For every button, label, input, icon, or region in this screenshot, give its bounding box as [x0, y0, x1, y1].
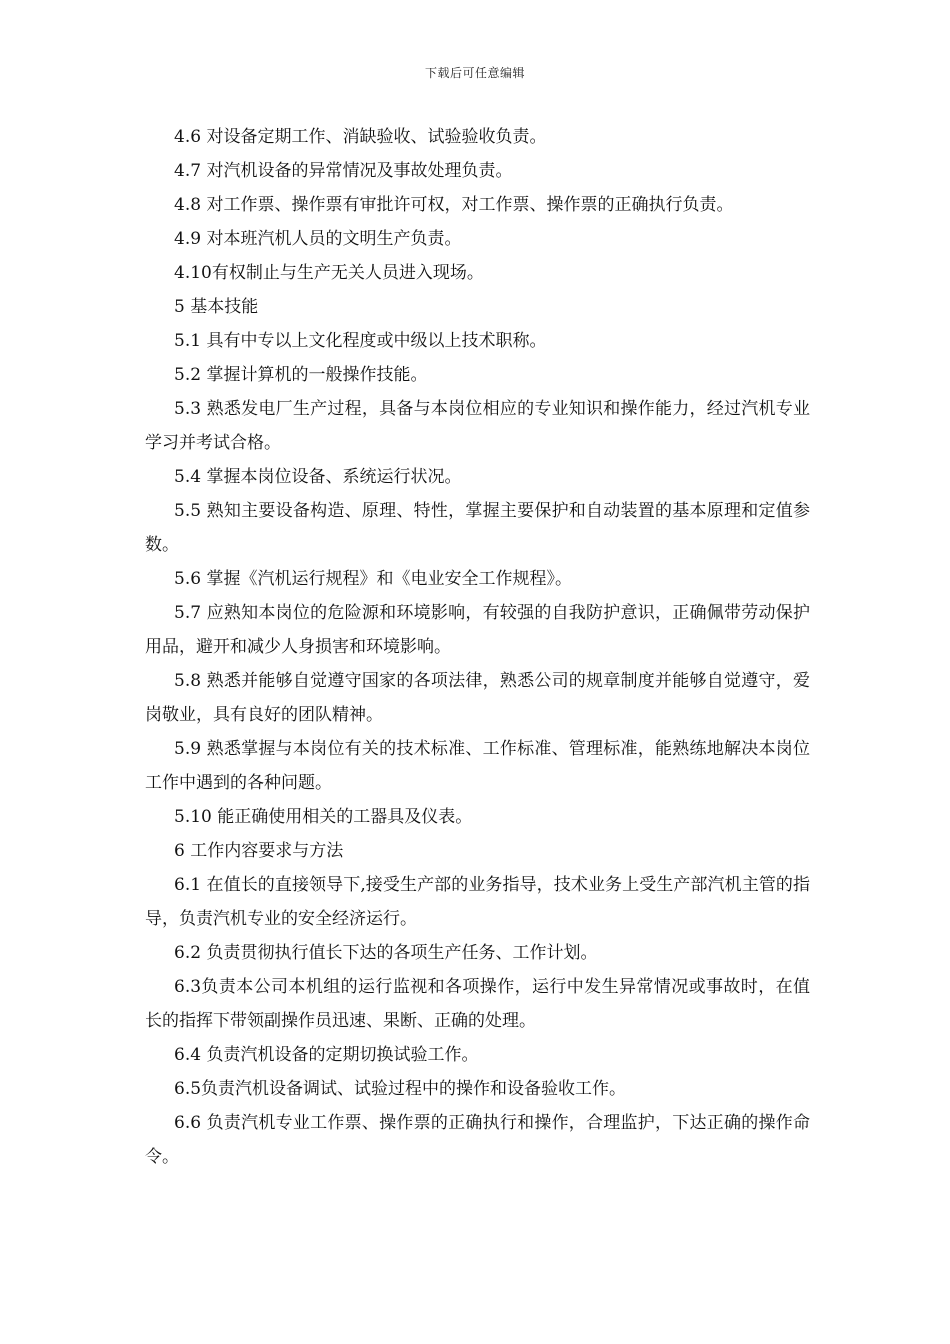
paragraph-6-6: 6.6 负责汽机专业工作票、操作票的正确执行和操作，合理监护，下达正确的操作命令。	[145, 1113, 810, 1167]
paragraph-5-9: 5.9 熟悉掌握与本岗位有关的技术标准、工作标准、管理标准，能熟练地解决本岗位工作中遇到的各种问题。	[145, 739, 810, 793]
paragraph-5-3: 5.3 熟悉发电厂生产过程，具备与本岗位相应的专业知识和操作能力，经过汽机专业学习并考试合格。	[145, 399, 810, 453]
paragraph-5-6: 5.6 掌握《汽机运行规程》和《电业安全工作规程》。	[174, 569, 572, 589]
paragraph-5-8: 5.8 熟悉并能够自觉遵守国家的各项法律，熟悉公司的规章制度并能够自觉遵守，爱岗敬业，具有良好的团队精神。	[145, 671, 810, 725]
paragraph-6-4: 6.4 负责汽机设备的定期切换试验工作。	[174, 1045, 479, 1065]
document-body	[145, 120, 810, 1174]
paragraph-6-1: 6.1 在值长的直接领导下,接受生产部的业务指导，技术业务上受生产部汽机主管的指导，负责汽机专业的安全经济运行。	[145, 875, 810, 929]
paragraph-4-10: 4.10有权制止与生产无关人员进入现场。	[174, 263, 484, 283]
section-heading-6: 6 工作内容要求与方法	[174, 841, 344, 861]
paragraph-6-2: 6.2 负责贯彻执行值长下达的各项生产任务、工作计划。	[174, 943, 598, 963]
paragraph-5-2: 5.2 掌握计算机的一般操作技能。	[174, 365, 428, 385]
paragraph-4-9: 4.9 对本班汽机人员的文明生产负责。	[174, 229, 462, 249]
paragraph-6-5: 6.5负责汽机设备调试、试验过程中的操作和设备验收工作。	[174, 1079, 627, 1099]
header-note: 下载后可任意编辑	[424, 66, 525, 80]
paragraph-5-4: 5.4 掌握本岗位设备、系统运行状况。	[174, 467, 462, 487]
section-heading-5: 5 基本技能	[174, 297, 259, 317]
paragraph-5-1: 5.1 具有中专以上文化程度或中级以上技术职称。	[174, 331, 547, 351]
paragraph-4-7: 4.7 对汽机设备的异常情况及事故处理负责。	[174, 161, 513, 181]
paragraph-5-10: 5.10 能正确使用相关的工器具及仪表。	[174, 807, 473, 827]
paragraph-4-6: 4.6 对设备定期工作、消缺验收、试验验收负责。	[174, 127, 547, 147]
paragraph-6-3: 6.3负责本公司本机组的运行监视和各项操作，运行中发生异常情况或事故时，在值长的指挥下带领副操作员迅速、果断、正确的处理。	[145, 977, 810, 1031]
paragraph-4-8: 4.8 对工作票、操作票有审批许可权，对工作票、操作票的正确执行负责。	[174, 195, 734, 215]
paragraph-5-5: 5.5 熟知主要设备构造、原理、特性，掌握主要保护和自动装置的基本原理和定值参数。	[145, 501, 810, 555]
paragraph-5-7: 5.7 应熟知本岗位的危险源和环境影响，有较强的自我防护意识，正确佩带劳动保护用品，避开和减少人身损害和环境影响。	[145, 603, 810, 657]
